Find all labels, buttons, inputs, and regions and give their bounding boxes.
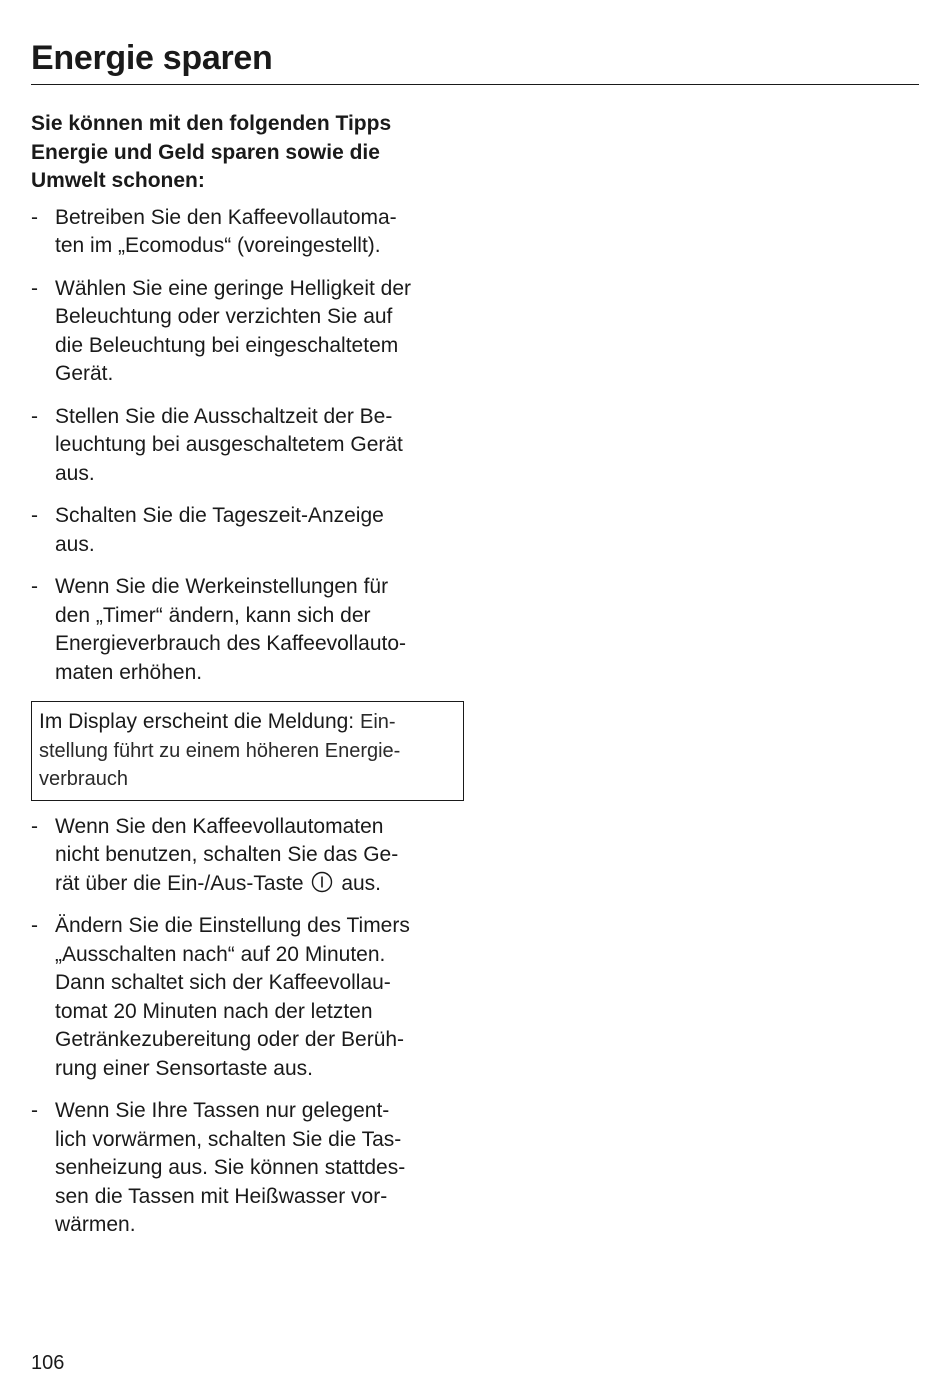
tip-item: [31, 573, 471, 687]
tip-item: [31, 204, 471, 261]
tip-text: Wenn Sie Ihre Tassen nur gelegent- lich vorwärmen, schalten Sie die Tas- senheizung aus. Sie können stattdes- sen die Tassen mit Heißwasser vor- wärmen.: [55, 1099, 406, 1236]
intro-text: Sie können mit den folgenden Tipps Energie und Geld sparen sowie die Umwelt schonen:: [31, 112, 392, 192]
list-dash: -: [31, 814, 38, 838]
tip-text: Betreiben Sie den Kaffeevollautoma- ten im „Ecomodus“ (voreingestellt).: [55, 205, 397, 257]
tip-text: Wenn Sie die Werkeinstellungen für den „Timer“ ändern, kann sich der Energieverbrauch des Kaffeevollauto- maten erhöhen.: [55, 575, 407, 684]
tip-item: [31, 813, 471, 899]
tip-power-before: Wenn Sie den Kaffeevollautomaten nicht benutzen, schalten Sie das Ge- rät über die Ein-/Aus-Taste: [55, 814, 399, 895]
tip-text: Wählen Sie eine geringe Helligkeit der Beleuchtung oder verzichten Sie auf die Beleuchtung bei eingeschaltetem Gerät.: [55, 276, 412, 385]
tip-text: Ändern Sie die Einstellung des Timers „Ausschalten nach“ auf 20 Minuten. Dann schaltet sich der Kaffeevollau- tomat 20 Minuten nach der letzten Getränkezubereitung oder der Berüh- rung einer Sensortaste aus.: [55, 914, 410, 1080]
tip-text-power: [55, 813, 471, 899]
list-dash: -: [31, 205, 38, 229]
tip-text: Schalten Sie die Tageszeit-Anzeige aus.: [55, 504, 384, 556]
tip-item: [31, 1097, 471, 1240]
tip-item: [31, 403, 471, 489]
tip-power-after: aus.: [341, 871, 382, 895]
list-dash: -: [31, 404, 38, 428]
list-dash: -: [31, 575, 38, 598]
list-dash: -: [31, 1099, 38, 1122]
list-dash: -: [31, 276, 38, 300]
list-dash: -: [31, 914, 38, 937]
title-divider: [31, 84, 919, 85]
page-title: Energie sparen: [31, 39, 273, 77]
list-dash: -: [31, 504, 38, 527]
content-column: [31, 110, 471, 1254]
tip-item: [31, 912, 471, 1083]
page-number: 106: [31, 1352, 65, 1374]
tip-text: Stellen Sie die Ausschaltzeit der Be- leuchtung bei ausgeschaltetem Gerät aus.: [55, 404, 403, 485]
notice-lead-text: Im Display erscheint die Meldung:: [39, 710, 355, 733]
tips-list-top: [31, 204, 471, 688]
power-icon: [311, 871, 333, 893]
tip-item: [31, 502, 471, 559]
display-notice-box: [31, 701, 464, 801]
tips-list-bottom: [31, 813, 471, 1240]
display-message-text: Ein- stellung führt zu einem höheren Energie- verbrauch: [39, 711, 401, 790]
tip-item: [31, 275, 471, 389]
